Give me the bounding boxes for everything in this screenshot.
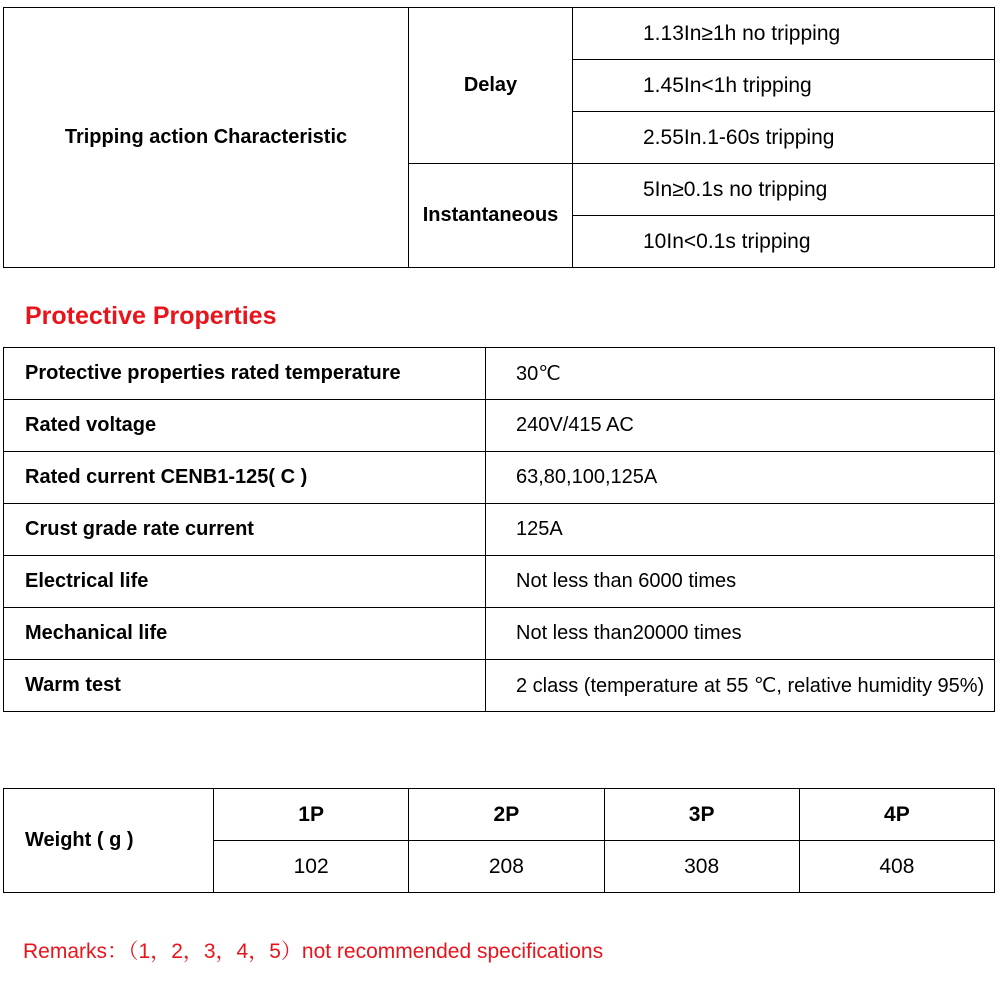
section-heading: Protective Properties (25, 302, 277, 330)
table-row (4, 452, 995, 504)
table-row (4, 608, 995, 660)
weight-value: 408 (799, 841, 994, 893)
weight-table (3, 788, 995, 893)
table-row (4, 8, 995, 60)
property-label: Rated current CENB1-125( C ) (4, 452, 486, 504)
property-value: Not less than 6000 times (486, 556, 995, 608)
tripping-condition-cell: 1.45In<1h tripping (573, 60, 995, 112)
protective-properties-table (3, 347, 995, 712)
tripping-condition-cell: 5In≥0.1s no tripping (573, 164, 995, 216)
property-value: 125A (486, 504, 995, 556)
property-label: Mechanical life (4, 608, 486, 660)
instantaneous-group-cell: Instantaneous (409, 164, 573, 268)
pole-header: 3P (604, 789, 799, 841)
tripping-title-cell: Tripping action Characteristic (4, 8, 409, 268)
tripping-condition-cell: 1.13In≥1h no tripping (573, 8, 995, 60)
tripping-condition-cell: 10In<0.1s tripping (573, 216, 995, 268)
pole-header: 1P (214, 789, 409, 841)
weight-value: 208 (409, 841, 604, 893)
property-label: Crust grade rate current (4, 504, 486, 556)
tripping-condition-cell: 2.55In.1-60s tripping (573, 112, 995, 164)
remarks-text: Remarks：（1，2，3，4，5）not recommended specifications (23, 940, 604, 963)
pole-header: 2P (409, 789, 604, 841)
table-row (4, 789, 995, 841)
property-value: 63,80,100,125A (486, 452, 995, 504)
pole-header: 4P (799, 789, 994, 841)
weight-value: 308 (604, 841, 799, 893)
delay-group-cell: Delay (409, 8, 573, 164)
property-value: 240V/415 AC (486, 400, 995, 452)
property-value: Not less than20000 times (486, 608, 995, 660)
tripping-characteristic-table (3, 7, 995, 268)
weight-value: 102 (214, 841, 409, 893)
property-label: Warm test (4, 660, 486, 712)
property-value: 2 class (temperature at 55 ℃, relative humidity 95%) (486, 660, 995, 712)
table-row (4, 348, 995, 400)
table-row (4, 504, 995, 556)
weight-label: Weight ( g ) (4, 789, 214, 893)
property-label: Rated voltage (4, 400, 486, 452)
property-label: Protective properties rated temperature (4, 348, 486, 400)
table-row (4, 400, 995, 452)
table-row (4, 660, 995, 712)
property-label: Electrical life (4, 556, 486, 608)
property-value: 30℃ (486, 348, 995, 400)
table-row (4, 556, 995, 608)
